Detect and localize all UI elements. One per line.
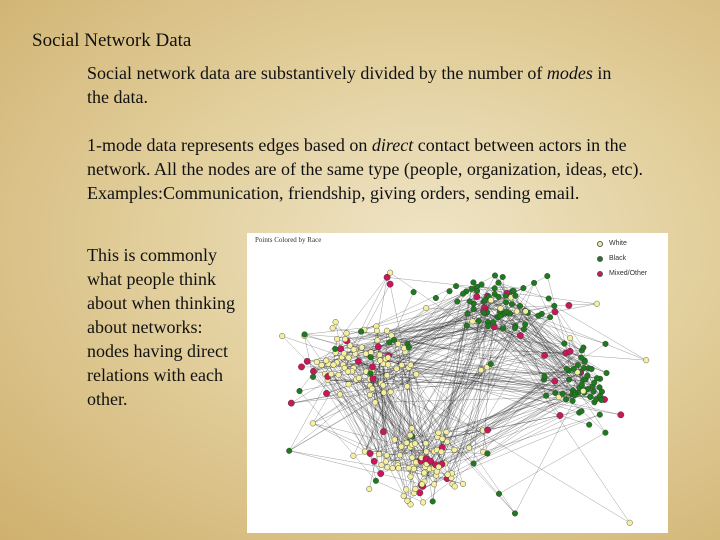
network-node [394, 366, 400, 372]
network-node [385, 464, 391, 470]
network-node [444, 429, 450, 435]
network-node [409, 455, 415, 461]
network-node [304, 358, 310, 364]
paragraph-one-mode [87, 133, 647, 205]
legend-item-black [597, 251, 647, 266]
network-node [470, 319, 476, 325]
network-node [334, 336, 340, 342]
network-node [618, 412, 624, 418]
network-node [286, 448, 292, 454]
network-node [504, 309, 510, 315]
network-node [422, 470, 428, 476]
network-node [531, 280, 537, 286]
network-node [372, 400, 378, 406]
legend-dot-white [597, 241, 603, 247]
network-node [310, 368, 316, 374]
figure-legend [597, 236, 647, 281]
network-node [500, 326, 506, 332]
network-node [581, 388, 587, 394]
network-node [370, 376, 376, 382]
network-node [401, 493, 407, 499]
network-node [341, 351, 347, 357]
network-node [423, 305, 429, 311]
network-node [384, 328, 390, 334]
figure-title: Points Colored by Race [255, 236, 322, 244]
network-node [500, 274, 506, 280]
network-node [492, 273, 498, 279]
network-node [575, 362, 581, 368]
network-node [552, 378, 558, 384]
network-node [581, 345, 587, 351]
network-node [485, 451, 491, 457]
network-node [408, 474, 414, 480]
paragraph-common: This is commonly what people think about when thinking about networks: nodes having direct relations with each other. [87, 245, 235, 409]
network-node [310, 374, 316, 380]
network-node [521, 285, 527, 291]
network-node [392, 437, 398, 443]
network-node [567, 335, 573, 341]
network-node [455, 299, 461, 305]
network-node [460, 481, 466, 487]
network-node [356, 375, 362, 381]
network-node [373, 478, 379, 484]
p1-text-b: in the data. [87, 63, 612, 107]
network-node [543, 393, 549, 399]
network-node [368, 354, 374, 360]
network-node [342, 336, 348, 342]
network-node [378, 470, 384, 476]
network-node [367, 392, 373, 398]
network-node [586, 422, 592, 428]
network-node [466, 445, 472, 451]
network-node [496, 280, 502, 286]
network-node [420, 500, 426, 506]
network-node [545, 273, 551, 279]
network-node [445, 472, 451, 478]
network-node [406, 345, 412, 351]
network-node [460, 291, 466, 297]
network-node [433, 295, 439, 301]
network-node [377, 358, 383, 364]
network-node [388, 389, 394, 395]
network-node [359, 345, 365, 351]
network-node [546, 296, 552, 302]
network-node [371, 458, 377, 464]
network-node [375, 344, 381, 350]
network-node [430, 499, 436, 505]
network-node [563, 397, 569, 403]
network-node [589, 366, 595, 372]
network-node [439, 449, 445, 455]
p1-text-a: Social network data are substantively divided by the number of [87, 63, 547, 83]
network-node [424, 449, 430, 455]
network-node [599, 397, 605, 403]
network-node [560, 391, 566, 397]
network-node [413, 486, 419, 492]
network-node [604, 370, 610, 376]
network-node [381, 390, 387, 396]
network-node [358, 329, 364, 335]
network-node [337, 392, 343, 398]
network-node [344, 331, 350, 337]
network-node [405, 498, 411, 504]
network-node [375, 338, 381, 344]
network-node [385, 362, 391, 368]
network-node [396, 465, 402, 471]
network-node [627, 520, 633, 526]
network-node [330, 325, 336, 331]
network-node [591, 389, 597, 395]
network-node [485, 323, 491, 329]
network-node [328, 371, 334, 377]
network-node [452, 484, 458, 490]
network-node [355, 358, 361, 364]
network-node [336, 372, 342, 378]
network-node [594, 375, 600, 381]
network-node [408, 362, 414, 368]
network-node [319, 362, 325, 368]
network-node [404, 487, 410, 493]
network-node [521, 327, 527, 333]
network-node [566, 377, 572, 383]
legend-label-white: White [609, 240, 627, 247]
network-node [444, 439, 450, 445]
network-node [436, 430, 442, 436]
network-node [488, 297, 494, 303]
network-node [517, 332, 523, 338]
paragraph-modes [87, 61, 627, 109]
network-node [512, 325, 518, 331]
network-node [512, 511, 518, 517]
network-node [581, 365, 587, 371]
p1-emphasis: modes [546, 63, 593, 83]
network-node [351, 453, 357, 459]
network-node [465, 311, 471, 317]
legend-label-black: Black [609, 255, 627, 262]
network-node [323, 390, 329, 396]
network-node [345, 369, 351, 375]
network-node [579, 408, 585, 414]
network-node [588, 394, 594, 400]
network-node [383, 459, 389, 465]
network-node [567, 348, 573, 354]
network-node [566, 302, 572, 308]
network-node [333, 319, 339, 325]
network-node [471, 306, 477, 312]
network-node [351, 347, 357, 353]
network-node [297, 388, 303, 394]
network-node [431, 482, 437, 488]
network-node [404, 440, 410, 446]
network-node [517, 303, 523, 309]
network-node [376, 451, 382, 457]
network-node [474, 294, 480, 300]
network-node [523, 309, 529, 315]
legend-item-mixed [597, 266, 647, 281]
network-node [391, 337, 397, 343]
network-node [552, 303, 558, 309]
network-node [298, 364, 304, 370]
network-node [564, 366, 570, 372]
network-node [536, 313, 542, 319]
network-node [384, 373, 390, 379]
network-node [288, 400, 294, 406]
network-node [302, 332, 308, 338]
network-node [478, 367, 484, 373]
network-node [411, 466, 417, 472]
network-node [514, 309, 520, 315]
network-node [369, 364, 375, 370]
network-node [597, 412, 603, 418]
network-node [397, 452, 403, 458]
network-node [366, 486, 372, 492]
network-node [346, 382, 352, 388]
network-node [471, 461, 477, 467]
slide-title: Social Network Data [32, 30, 192, 51]
network-node [579, 382, 585, 388]
network-node [363, 351, 369, 357]
network-node [492, 286, 498, 292]
network-node [484, 427, 490, 433]
network-node [408, 433, 414, 439]
network-node [367, 450, 373, 456]
network-node [346, 355, 352, 361]
network-node [469, 286, 475, 292]
network-node [542, 374, 548, 380]
network-node [385, 355, 391, 361]
network-node [547, 314, 553, 320]
p2-text-a: 1-mode data represents edges based on [87, 135, 372, 155]
legend-label-mixed: Mixed/Other [609, 270, 648, 277]
network-node [384, 274, 390, 280]
network-node [570, 398, 576, 404]
network-node [380, 383, 386, 389]
network-node [476, 318, 482, 324]
network-node [447, 288, 453, 294]
network-node [498, 306, 504, 312]
network-node [496, 294, 502, 300]
network-node [490, 320, 496, 326]
p2-text-b: contact between actors in the network. All the nodes are of the same type (people, organization, ideas, etc). Examples:Communication, friendship, giving orders, sending email. [87, 135, 643, 203]
network-node [562, 341, 568, 347]
network-node [452, 447, 458, 453]
network-node [488, 361, 494, 367]
network-node [310, 421, 316, 427]
network-node [498, 313, 504, 319]
network-node [467, 299, 473, 305]
network-node [411, 289, 417, 295]
network-node [474, 288, 480, 294]
network-node [464, 323, 470, 329]
legend-item-white [597, 236, 647, 251]
network-node [368, 371, 374, 377]
network-node [509, 301, 515, 307]
network-node [409, 426, 415, 432]
network-node [541, 352, 547, 358]
network-node [578, 355, 584, 361]
legend-dot-black [597, 256, 603, 262]
network-node [522, 322, 528, 328]
network-node [380, 429, 386, 435]
network-node [453, 283, 459, 289]
network-node [390, 465, 396, 471]
network-node [503, 300, 509, 306]
network-node [331, 362, 337, 368]
network-figure [247, 233, 668, 533]
network-node [603, 430, 609, 436]
network-node [585, 373, 591, 379]
network-node [481, 310, 487, 316]
network-node [419, 482, 425, 488]
network-node [387, 281, 393, 287]
network-node [503, 293, 509, 299]
network-node [404, 384, 410, 390]
network-node [399, 362, 405, 368]
network-node [406, 465, 412, 471]
network-node [436, 464, 442, 470]
network-node [513, 293, 519, 299]
network-node [413, 372, 419, 378]
network-node [496, 491, 502, 497]
network-node [374, 328, 380, 334]
network-node [643, 357, 649, 363]
network-node [594, 301, 600, 307]
network-node [552, 309, 558, 315]
network-node [423, 441, 429, 447]
network-node [332, 346, 338, 352]
network-node [377, 352, 383, 358]
network-node [603, 341, 609, 347]
network-node [369, 386, 375, 392]
network-node [399, 444, 405, 450]
network-node [412, 441, 418, 447]
network-node [471, 280, 477, 286]
network-node [323, 358, 329, 364]
network-node [572, 392, 578, 398]
network-node [427, 458, 433, 464]
network-node [279, 333, 285, 339]
network-node [384, 453, 390, 459]
p2-emphasis: direct [371, 135, 414, 155]
network-node [557, 412, 563, 418]
legend-dot-mixed [597, 271, 603, 277]
